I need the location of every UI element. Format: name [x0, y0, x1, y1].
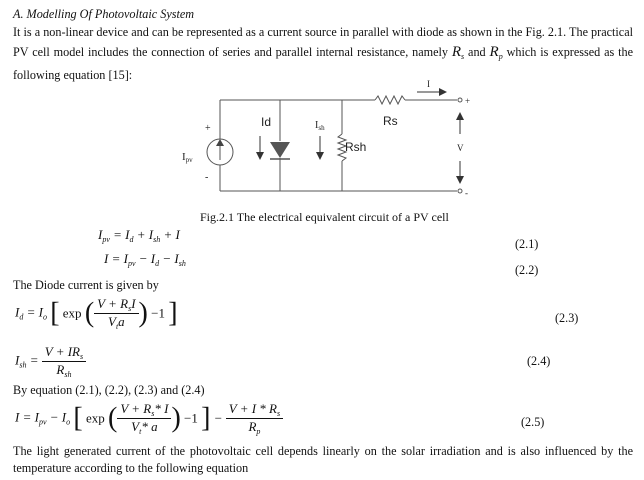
eq-number-2-5: (2.5) [521, 415, 545, 429]
by-equation-text: By equation (2.1), (2.2), (2.3) and (2.4) [13, 383, 205, 397]
terminal-plus: + [465, 96, 471, 106]
id-arrow [256, 152, 264, 160]
label-ipv: Ipv [182, 151, 193, 164]
eq-number-2-4: (2.4) [527, 354, 551, 368]
rp-symbol: $R_p$ [489, 43, 503, 61]
source-plus: + [205, 123, 211, 134]
source-minus: - [205, 172, 209, 183]
v-up-arrow [456, 112, 464, 120]
figure-caption: Fig.2.1 The electrical equivalent circuit of a PV cell [200, 210, 449, 224]
diode-symbol [270, 142, 290, 158]
eq-number-2-2: (2.2) [515, 263, 539, 277]
equation-2-1: $I_{pv} = I_d + I_{sh} + I$ [98, 227, 180, 244]
equation-2-4: $I_{sh}$ = $\frac{V + IR_s}{R_{sh}}$ [15, 344, 86, 379]
label-rsh: Rsh [345, 140, 367, 154]
label-ish: $I_{sh}$ [315, 120, 325, 132]
rs-symbol: $R_s$ [451, 43, 465, 61]
equation-2-2: $I = I_{pv} - I_d - I_{sh}$ [104, 251, 186, 268]
intro-text-b: which is expressed as the following equation [15]: [13, 44, 634, 82]
outro-paragraph: The light generated current of the photovoltaic cell depends linearly on the solar irradiation and is also influenced by the temperature according to the following equation [13, 444, 633, 475]
label-id: Id [261, 115, 272, 129]
eq-number-2-1: (2.1) [515, 237, 539, 251]
ish-arrow [316, 152, 324, 160]
pv-equivalent-circuit [182, 76, 495, 206]
section-heading: A. Modelling Of Photovoltaic System [13, 7, 195, 21]
diode-intro-text: The Diode current is given by [13, 278, 159, 292]
intro-text-a: It is a non-linear device and can be represented as a current source in parallel with diode as shown in the Fig. 2.1. The practical PV cell model includes the connection of series and parallel internal resistance, namely [13, 25, 633, 59]
equation-2-5: $I = I_{pv} - I_o$ [ exp ( $\frac{V + R_s* I}{V_t* a}$ ) −1 ] − $\frac{V + I * R_s}{R_p}$ [15, 401, 283, 436]
v-down-arrow [456, 176, 464, 184]
label-i: I [427, 79, 430, 89]
label-rs: Rs [383, 114, 398, 128]
i-arrow [439, 88, 447, 96]
terminal-minus: - [465, 188, 468, 198]
eq-number-2-3: (2.3) [555, 311, 579, 325]
equation-2-3: $I_d = I_o$ [ exp ( $\frac{V + R_sI}{V_ta}$ ) −1 ] [15, 296, 178, 331]
intro-and: and [468, 44, 486, 59]
label-v: V [457, 143, 464, 153]
source-arrow [216, 139, 224, 146]
